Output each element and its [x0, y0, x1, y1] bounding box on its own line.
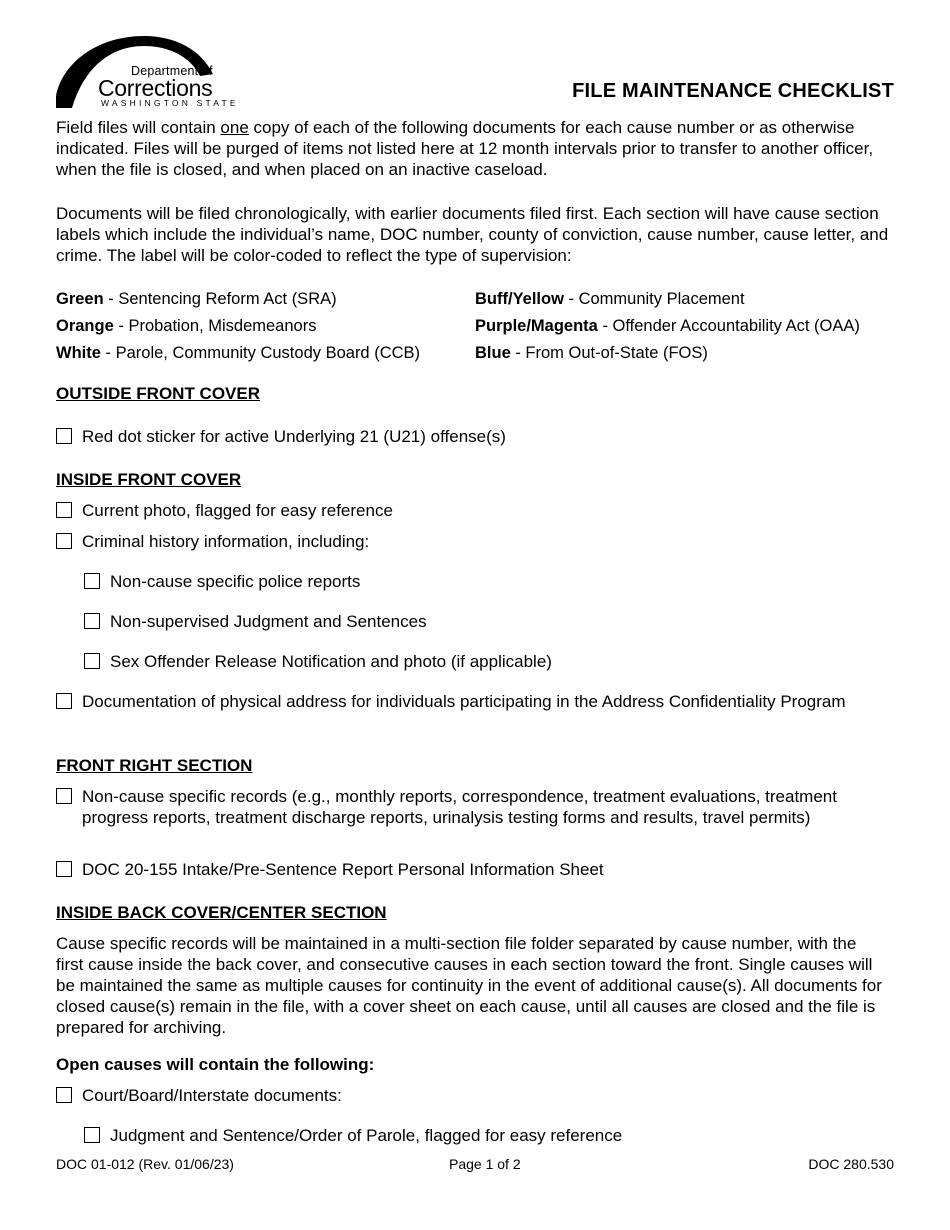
checklist-item-label: Non-supervised Judgment and Sentences	[110, 612, 427, 631]
legend-item-purple-magenta	[475, 316, 860, 336]
legend-color: Green	[56, 290, 104, 308]
intro-paragraph-2: Documents will be filed chronologically, with earlier documents filed first. Each section will have cause section labels which include the individual’s name, DOC number, county of conviction, cause number, cause letter, and crime. The label will be color-coded to reflect the type of supervision:	[56, 204, 889, 265]
logo-corrections-text: Corrections	[98, 75, 213, 101]
checkbox[interactable]	[56, 1087, 72, 1103]
checkbox[interactable]	[84, 613, 100, 629]
checkbox[interactable]	[84, 573, 100, 589]
legend-item-white	[56, 343, 420, 363]
legend-desc: - Parole, Community Custody Board (CCB)	[100, 344, 421, 362]
checklist-item	[56, 1085, 898, 1106]
legend-color: Buff/Yellow	[475, 290, 564, 308]
legend-desc: - Offender Accountability Act (OAA)	[597, 317, 860, 335]
checkbox[interactable]	[84, 653, 100, 669]
legend-color: Orange	[56, 317, 114, 335]
checklist-item-label: Non-cause specific records (e.g., monthly reports, correspondence, treatment evaluations, treatment progress reports, treatment discharge reports, urinalysis testing forms and results, travel permits)	[82, 787, 837, 827]
intro-p1-after: copy of each of the following documents for each cause number or as otherwise indicated. Files will be purged of items not listed here at 12 month intervals prior to transfer to another officer, when the file is closed, and when placed on an inactive caseload.	[56, 118, 874, 179]
checklist-item-label: Non-cause specific police reports	[110, 572, 361, 591]
checklist-item	[56, 426, 898, 447]
checklist-item	[56, 691, 856, 712]
checkbox[interactable]	[84, 1127, 100, 1143]
logo-state-text: WASHINGTON STATE	[101, 98, 239, 108]
section-heading-inside-front-cover: INSIDE FRONT COVER	[56, 470, 242, 489]
page-title: FILE MAINTENANCE CHECKLIST	[572, 80, 894, 102]
checklist-subitem	[84, 1125, 898, 1146]
checklist-item-label: Sex Offender Release Notification and photo (if applicable)	[110, 652, 552, 671]
section-heading-inside-back-cover: INSIDE BACK COVER/CENTER SECTION	[56, 903, 387, 922]
checkbox[interactable]	[56, 788, 72, 804]
checklist-item-label: Current photo, flagged for easy reference	[82, 501, 393, 520]
checklist-item-label: Documentation of physical address for individuals participating in the Address Confidentiality Program	[82, 692, 846, 711]
checkbox[interactable]	[56, 502, 72, 518]
legend-desc: - From Out-of-State (FOS)	[510, 344, 708, 362]
legend-desc: - Community Placement	[563, 290, 745, 308]
checkbox[interactable]	[56, 693, 72, 709]
section-heading-front-right: FRONT RIGHT SECTION	[56, 756, 253, 775]
intro-p1-underline: one	[220, 118, 249, 137]
checkbox[interactable]	[56, 533, 72, 549]
checklist-item-label: Criminal history information, including:	[82, 532, 370, 551]
legend-color: Blue	[475, 344, 511, 362]
checklist-item	[56, 859, 898, 880]
legend-color: White	[56, 344, 101, 362]
footer-page-number: Page 1 of 2	[449, 1156, 521, 1172]
checklist-item	[56, 786, 898, 828]
checklist-item	[56, 531, 898, 552]
checklist-subitem	[84, 611, 898, 632]
intro-paragraph-1	[56, 117, 898, 180]
legend-item-blue	[475, 343, 708, 363]
legend-item-green	[56, 289, 337, 309]
legend-desc: - Sentencing Reform Act (SRA)	[103, 290, 337, 308]
checklist-item-label: Red dot sticker for active Underlying 21 (U21) offense(s)	[82, 427, 506, 446]
intro-p1-before: Field files will contain	[56, 118, 221, 137]
legend-item-orange	[56, 316, 316, 336]
logo-department-text: Department of	[131, 64, 213, 78]
checkbox[interactable]	[56, 428, 72, 444]
checklist-item	[56, 500, 898, 521]
section-heading-outside-front-cover: OUTSIDE FRONT COVER	[56, 384, 261, 403]
legend-desc: - Probation, Misdemeanors	[113, 317, 317, 335]
checklist-subitem	[84, 571, 898, 592]
checklist-item-label: Court/Board/Interstate documents:	[82, 1086, 342, 1105]
legend-color: Purple/Magenta	[475, 317, 598, 335]
checklist-item-label: Judgment and Sentence/Order of Parole, flagged for easy reference	[110, 1126, 623, 1145]
footer-form-number: DOC 01-012 (Rev. 01/06/23)	[56, 1156, 234, 1172]
checklist-subitem	[84, 651, 898, 672]
legend-item-buff-yellow	[475, 289, 745, 309]
checklist-item-label: DOC 20-155 Intake/Pre-Sentence Report Personal Information Sheet	[82, 860, 604, 879]
inside-back-paragraph: Cause specific records will be maintained in a multi-section file folder separated by cause number, with the first cause inside the back cover, and consecutive causes in each section toward the front. Single causes will be maintained the same as multiple causes for continuity in the event of additional cause(s). All documents for closed cause(s) remain in the file, with a cover sheet on each cause, until all causes are closed and the file is prepared for archiving.	[56, 934, 882, 1037]
footer-policy-number: DOC 280.530	[808, 1156, 894, 1172]
checkbox[interactable]	[56, 861, 72, 877]
open-causes-heading: Open causes will contain the following:	[56, 1055, 375, 1074]
